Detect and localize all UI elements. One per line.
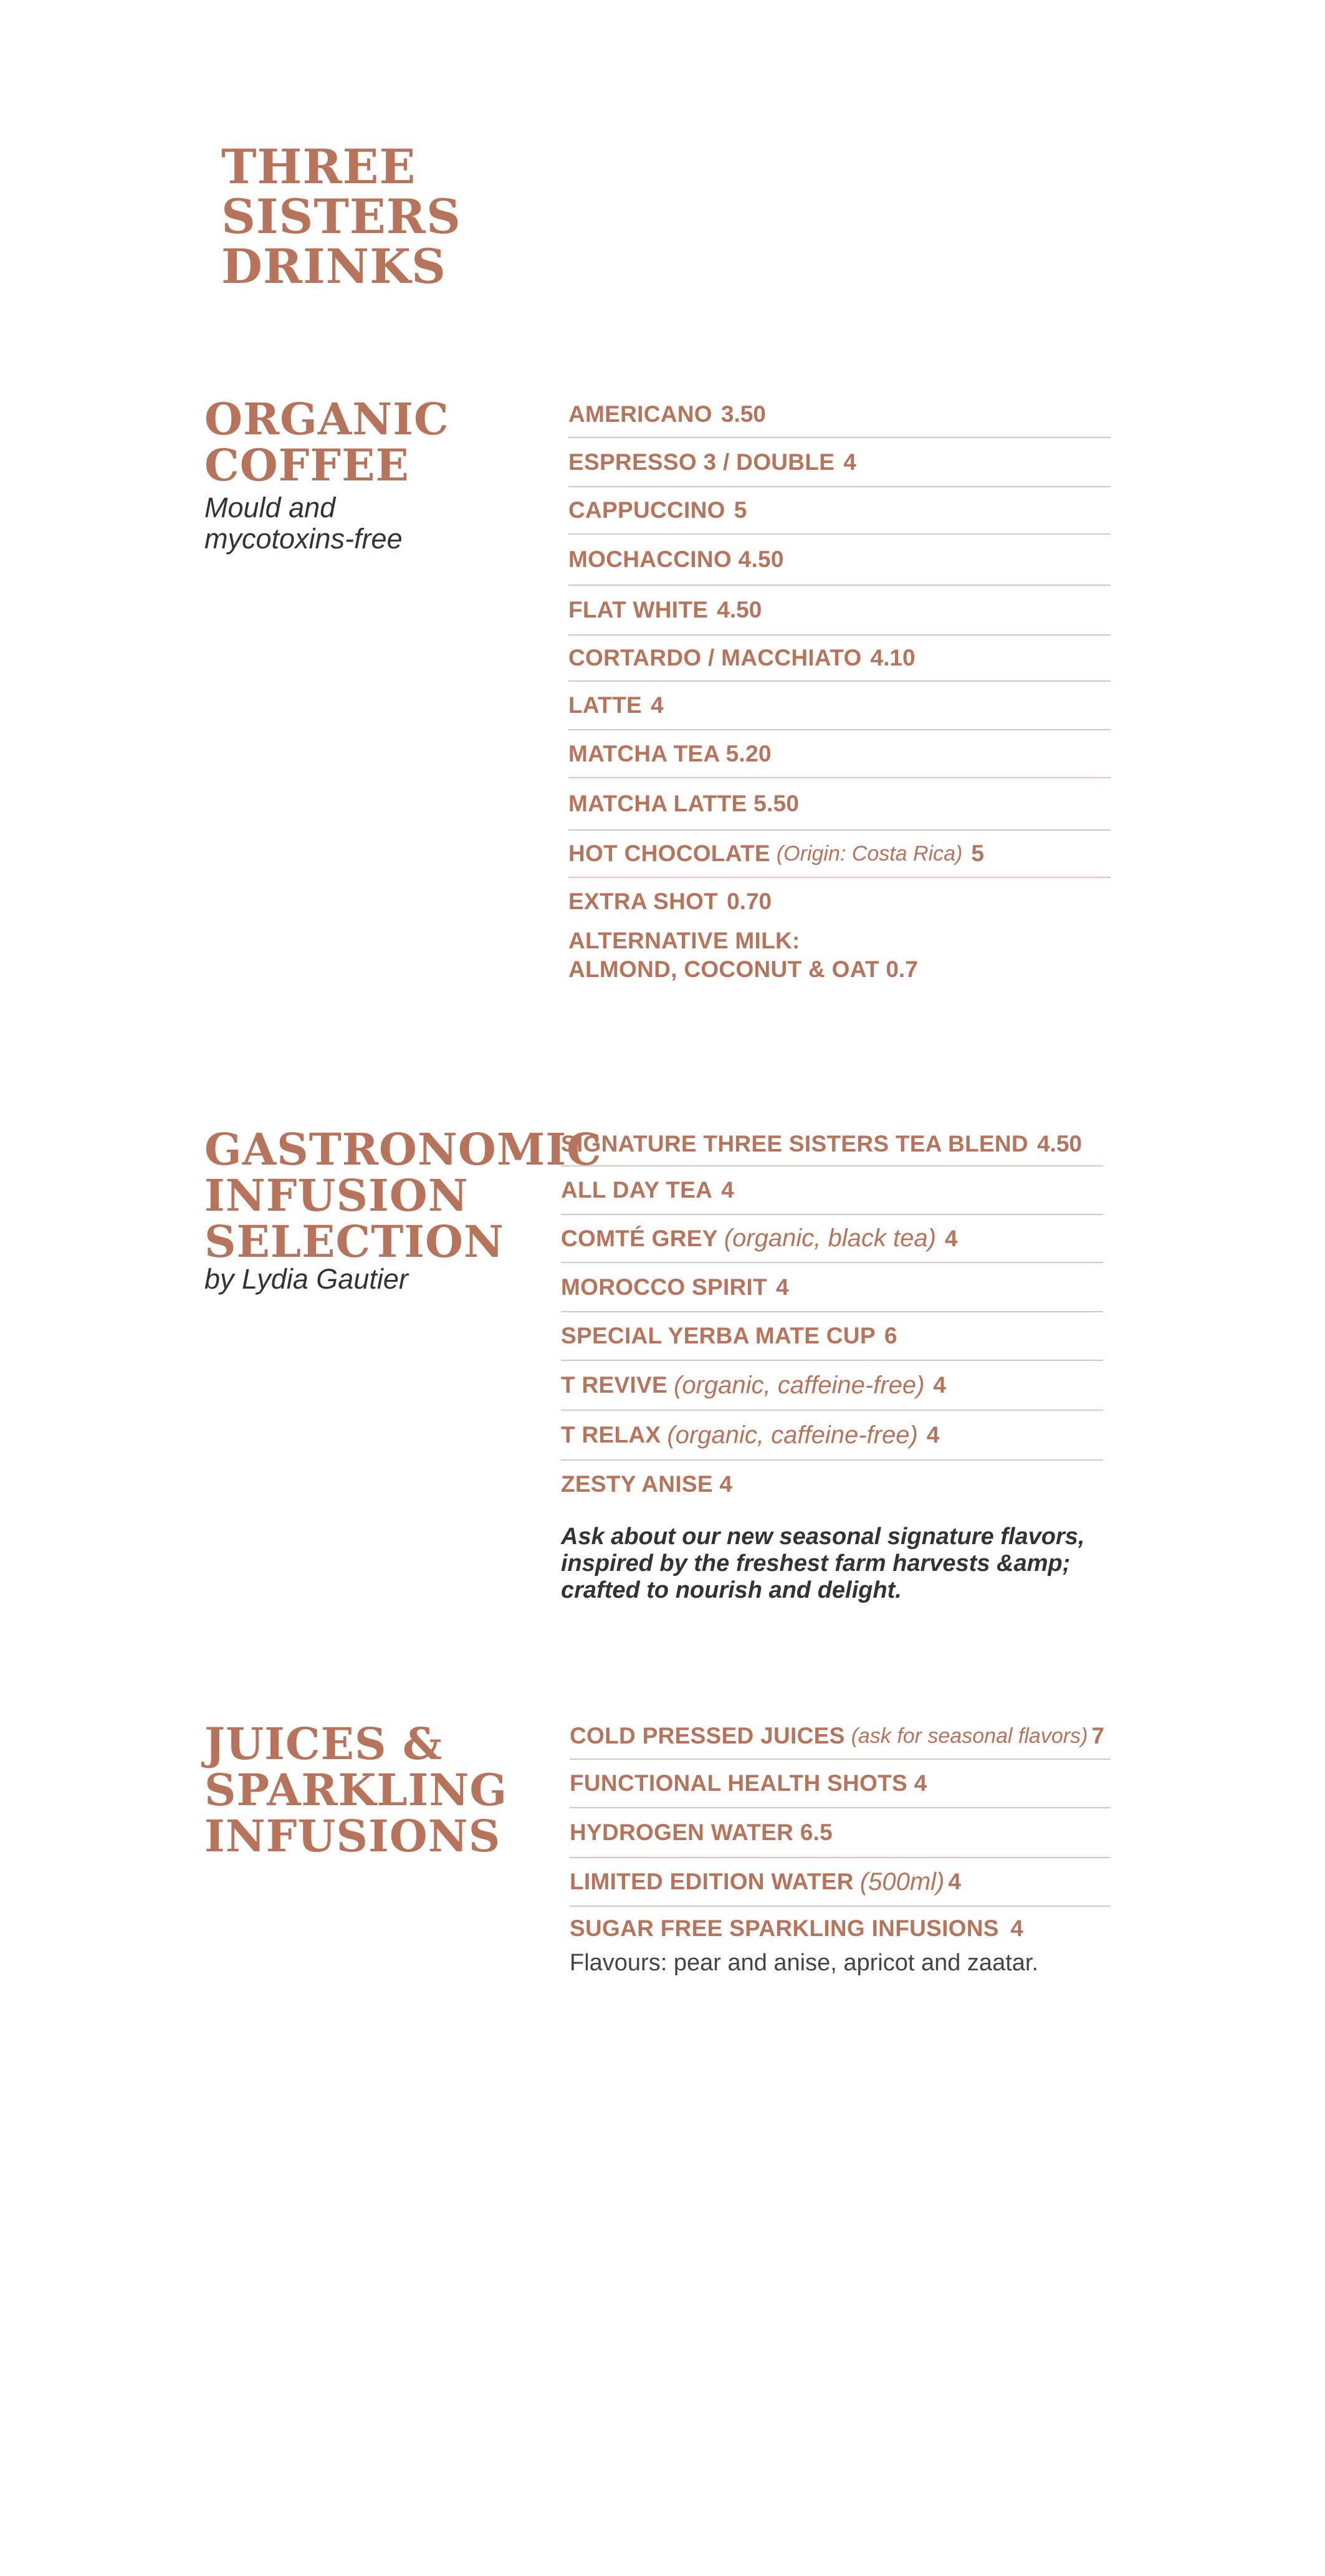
menu-item-name: EXTRA SHOT <box>568 889 719 914</box>
menu-item-name: ALTERNATIVE MILK: <box>568 928 800 953</box>
coffee-subtitle-line-2: mycotoxins-free <box>204 523 403 555</box>
menu-item-price: 6 <box>884 1323 897 1348</box>
menu-item-price: 4.50 <box>717 597 762 623</box>
menu-item-name: SIGNATURE THREE SISTERS TEA BLEND <box>561 1131 1028 1157</box>
menu-item-price: 4 <box>843 449 856 475</box>
menu-item-name: SUGAR FREE SPARKLING INFUSIONS <box>570 1915 999 1941</box>
coffee-title-line-2: COFFEE <box>204 439 409 491</box>
menu-item-name: ALL DAY TEA <box>561 1177 713 1203</box>
juices-title-line-1: JUICES & <box>204 1718 443 1770</box>
menu-item <box>570 1808 1111 1858</box>
menu-item-price: 4 <box>933 1372 946 1398</box>
menu-item <box>561 1215 1103 1263</box>
menu-item-price: 7 <box>1091 1723 1104 1748</box>
menu-item <box>561 1411 1103 1461</box>
infusion-title-line-3: SELECTION <box>204 1216 504 1267</box>
juices-title-line-2: SPARKLING <box>204 1764 508 1816</box>
menu-item <box>561 1312 1103 1361</box>
menu-item <box>568 778 1111 831</box>
menu-item-name: HOT CHOCOLATE <box>568 841 770 866</box>
menu-item-price: 4 <box>948 1869 961 1894</box>
coffee-menu-list <box>568 391 1111 988</box>
menu-item <box>570 1714 1111 1760</box>
menu-item-price: 5 <box>734 497 747 523</box>
menu-item-note: (organic, black tea) <box>724 1224 936 1252</box>
coffee-section-subtitle <box>204 492 403 555</box>
coffee-subtitle-line-1: Mould and <box>204 492 336 523</box>
menu-item <box>568 878 1111 925</box>
menu-item-note: (organic, caffeine-free) <box>667 1421 918 1449</box>
menu-item-name: ESPRESSO 3 / DOUBLE <box>568 449 835 475</box>
menu-item-name: ZESTY ANISE 4 <box>561 1471 733 1497</box>
menu-item-name-block <box>568 927 918 989</box>
menu-item-price: 3.50 <box>720 401 766 427</box>
menu-item-note: (Origin: Costa Rica) <box>776 841 963 866</box>
infusion-title-line-2: INFUSION <box>204 1170 469 1221</box>
brand-title <box>221 139 461 294</box>
menu-item-name: HYDROGEN WATER 6.5 <box>570 1820 833 1845</box>
infusion-section-title <box>204 1123 602 1267</box>
menu-item-name: MOCHACCINO 4.50 <box>568 546 784 572</box>
menu-item <box>570 1858 1111 1907</box>
menu-item <box>561 1123 1103 1166</box>
menu-item-name: MATCHA TEA 5.20 <box>568 740 772 766</box>
menu-item <box>561 1461 1103 1508</box>
menu-item-price: 4 <box>721 1177 734 1203</box>
menu-item-price: 4.10 <box>870 645 916 670</box>
menu-item-name: MATCHA LATTE 5.50 <box>568 791 800 816</box>
menu-item <box>570 1760 1111 1808</box>
menu-item-note: (500ml) <box>859 1868 945 1896</box>
menu-item-price: 4 <box>926 1422 940 1448</box>
menu-item <box>570 1907 1111 1975</box>
infusion-menu-list <box>561 1123 1103 1508</box>
menu-item-flavours: Flavours: pear and anise, apricot and zaatar. <box>570 1950 1039 1976</box>
menu-item-name: AMERICANO <box>568 401 712 427</box>
menu-item-price: 4.50 <box>1036 1131 1082 1157</box>
menu-item-name: T REVIVE <box>561 1372 667 1398</box>
brand-line-1: THREE <box>221 139 416 194</box>
menu-item-name: LATTE <box>568 692 642 718</box>
seasonal-note-line-3: crafted to nourish and delight. <box>561 1577 902 1603</box>
brand-line-3: DRINKS <box>221 239 447 294</box>
menu-item <box>568 925 1111 988</box>
menu-item <box>561 1361 1103 1411</box>
menu-item-name: MOROCCO SPIRIT <box>561 1274 768 1300</box>
menu-item <box>568 586 1111 636</box>
menu-item <box>561 1166 1103 1215</box>
coffee-section-title <box>204 393 449 491</box>
menu-item <box>568 831 1111 878</box>
menu-item-name: FLAT WHITE <box>568 597 709 623</box>
menu-item <box>568 730 1111 778</box>
menu-item-name: SPECIAL YERBA MATE CUP <box>561 1323 876 1348</box>
menu-item-price: 0.7 <box>886 956 918 982</box>
juices-menu-list <box>570 1714 1111 1975</box>
menu-item-name: COLD PRESSED JUICES <box>570 1723 845 1748</box>
menu-item-price: 4 <box>650 692 664 718</box>
juices-section-title <box>204 1718 508 1862</box>
menu-item-name-block <box>570 1914 1038 1977</box>
seasonal-note-line-1: Ask about our new seasonal signature flavors, <box>561 1524 1085 1550</box>
menu-item-price: 5 <box>971 841 984 866</box>
menu-item-name: LIMITED EDITION WATER <box>570 1869 854 1894</box>
menu-item <box>568 682 1111 730</box>
menu-item-price: 4 <box>776 1274 789 1300</box>
menu-item-name: T RELAX <box>561 1422 661 1448</box>
menu-item-price: 4 <box>1010 1915 1023 1941</box>
menu-item <box>561 1263 1103 1312</box>
menu-item-name: FUNCTIONAL HEALTH SHOTS 4 <box>570 1770 927 1796</box>
menu-item-name: COMTÉ GREY <box>561 1225 718 1251</box>
seasonal-note <box>561 1524 1122 1604</box>
menu-item <box>568 487 1111 535</box>
brand-line-2: SISTERS <box>221 189 461 244</box>
menu-item-price: 4 <box>944 1225 958 1251</box>
menu-item-note: (ask for seasonal flavors) <box>851 1724 1088 1748</box>
infusion-title-line-1: GASTRONOMIC <box>204 1123 602 1175</box>
menu-item-name: CAPPUCCINO <box>568 497 725 523</box>
menu-item <box>568 636 1111 682</box>
menu-item <box>568 391 1111 438</box>
juices-title-line-3: INFUSIONS <box>204 1810 501 1862</box>
menu-item-name: CORTARDO / MACCHIATO <box>568 645 862 670</box>
seasonal-note-line-2: inspired by the freshest farm harvests &amp; <box>561 1550 1071 1577</box>
menu-item-name-2: ALMOND, COCONUT & OAT <box>568 956 879 982</box>
menu-item <box>568 438 1111 487</box>
menu-item-note: (organic, caffeine-free) <box>674 1371 925 1399</box>
coffee-title-line-1: ORGANIC <box>204 393 449 445</box>
menu-item <box>568 535 1111 586</box>
menu-item-price: 0.70 <box>727 889 772 914</box>
infusion-section-subtitle: by Lydia Gautier <box>204 1263 408 1295</box>
